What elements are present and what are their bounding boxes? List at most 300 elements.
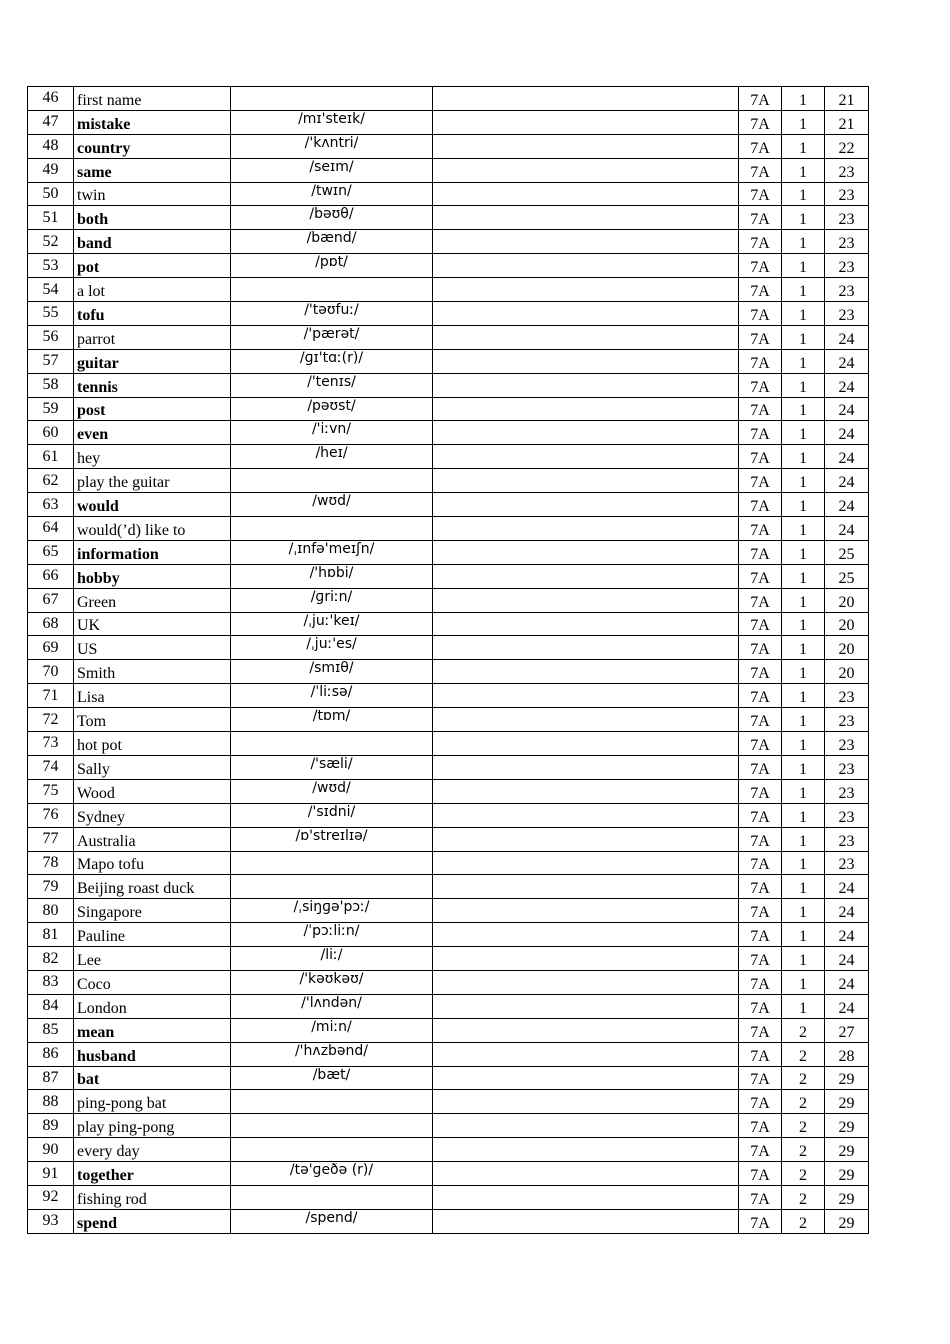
unit-cell: 1 — [782, 899, 825, 923]
phonetic-cell — [231, 851, 433, 875]
table-row — [28, 684, 869, 708]
phonetic-cell — [231, 469, 433, 493]
book-cell: 7A — [739, 970, 782, 994]
phonetic-cell: /ˌɪnfə'meɪʃn/ — [231, 540, 433, 564]
unit-cell: 1 — [782, 445, 825, 469]
row-number-cell: 69 — [28, 636, 74, 660]
phonetic-cell: /'pærət/ — [231, 325, 433, 349]
row-number-cell: 52 — [28, 230, 74, 254]
page-cell: 23 — [825, 803, 869, 827]
phonetic-cell: /ˈpɔːliːn/ — [231, 923, 433, 947]
row-number-cell: 46 — [28, 87, 74, 111]
blank-cell — [433, 755, 739, 779]
word-cell: mistake — [74, 110, 231, 134]
unit-cell: 1 — [782, 588, 825, 612]
table-row — [28, 517, 869, 541]
blank-cell — [433, 254, 739, 278]
blank-cell — [433, 732, 739, 756]
page-cell: 24 — [825, 325, 869, 349]
phonetic-cell: /ˌjuː'es/ — [231, 636, 433, 660]
word-cell: hobby — [74, 564, 231, 588]
row-number-cell: 49 — [28, 158, 74, 182]
book-cell: 7A — [739, 134, 782, 158]
page-cell: 20 — [825, 660, 869, 684]
blank-cell — [433, 851, 739, 875]
book-cell: 7A — [739, 325, 782, 349]
row-number-cell: 82 — [28, 947, 74, 971]
row-number-cell: 70 — [28, 660, 74, 684]
blank-cell — [433, 684, 739, 708]
unit-cell: 1 — [782, 540, 825, 564]
row-number-cell: 72 — [28, 708, 74, 732]
blank-cell — [433, 1114, 739, 1138]
unit-cell: 1 — [782, 182, 825, 206]
book-cell: 7A — [739, 540, 782, 564]
word-cell: post — [74, 397, 231, 421]
book-cell: 7A — [739, 612, 782, 636]
row-number-cell: 64 — [28, 517, 74, 541]
unit-cell: 1 — [782, 970, 825, 994]
row-number-cell: 73 — [28, 732, 74, 756]
table-row — [28, 660, 869, 684]
blank-cell — [433, 994, 739, 1018]
word-cell: ping-pong bat — [74, 1090, 231, 1114]
page-cell: 24 — [825, 947, 869, 971]
unit-cell: 1 — [782, 851, 825, 875]
blank-cell — [433, 206, 739, 230]
page-cell: 21 — [825, 87, 869, 111]
phonetic-cell: /miːn/ — [231, 1018, 433, 1042]
blank-cell — [433, 588, 739, 612]
unit-cell: 1 — [782, 779, 825, 803]
word-cell: US — [74, 636, 231, 660]
row-number-cell: 59 — [28, 397, 74, 421]
phonetic-cell: /'sæli/ — [231, 755, 433, 779]
blank-cell — [433, 1090, 739, 1114]
page-cell: 23 — [825, 206, 869, 230]
unit-cell: 1 — [782, 373, 825, 397]
blank-cell — [433, 1066, 739, 1090]
row-number-cell: 63 — [28, 493, 74, 517]
book-cell: 7A — [739, 588, 782, 612]
row-number-cell: 51 — [28, 206, 74, 230]
phonetic-cell: /wʊd/ — [231, 779, 433, 803]
book-cell: 7A — [739, 1042, 782, 1066]
row-number-cell: 90 — [28, 1138, 74, 1162]
page-cell: 23 — [825, 851, 869, 875]
phonetic-cell: /'lʌndən/ — [231, 994, 433, 1018]
row-number-cell: 93 — [28, 1209, 74, 1233]
blank-cell — [433, 325, 739, 349]
book-cell: 7A — [739, 1018, 782, 1042]
book-cell: 7A — [739, 923, 782, 947]
table-row — [28, 493, 869, 517]
word-cell: play ping-pong — [74, 1114, 231, 1138]
row-number-cell: 60 — [28, 421, 74, 445]
page-cell: 25 — [825, 564, 869, 588]
book-cell: 7A — [739, 373, 782, 397]
vocabulary-table — [27, 86, 869, 1234]
page-cell: 23 — [825, 755, 869, 779]
table-row — [28, 278, 869, 302]
word-cell: information — [74, 540, 231, 564]
phonetic-cell: /ɡɪ'tɑː(r)/ — [231, 349, 433, 373]
book-cell: 7A — [739, 779, 782, 803]
word-cell: Sydney — [74, 803, 231, 827]
page-cell: 24 — [825, 421, 869, 445]
row-number-cell: 83 — [28, 970, 74, 994]
blank-cell — [433, 493, 739, 517]
unit-cell: 1 — [782, 923, 825, 947]
unit-cell: 1 — [782, 206, 825, 230]
phonetic-cell: /wʊd/ — [231, 493, 433, 517]
page-cell: 29 — [825, 1090, 869, 1114]
book-cell: 7A — [739, 1162, 782, 1186]
phonetic-cell: /liː/ — [231, 947, 433, 971]
unit-cell: 1 — [782, 708, 825, 732]
page-cell: 23 — [825, 158, 869, 182]
row-number-cell: 79 — [28, 875, 74, 899]
page-cell: 24 — [825, 994, 869, 1018]
table-row — [28, 851, 869, 875]
row-number-cell: 50 — [28, 182, 74, 206]
row-number-cell: 68 — [28, 612, 74, 636]
table-row — [28, 254, 869, 278]
book-cell: 7A — [739, 1090, 782, 1114]
book-cell: 7A — [739, 110, 782, 134]
blank-cell — [433, 373, 739, 397]
book-cell: 7A — [739, 469, 782, 493]
word-cell: spend — [74, 1209, 231, 1233]
book-cell: 7A — [739, 636, 782, 660]
table-row — [28, 349, 869, 373]
phonetic-cell: /ɒ'streɪlɪə/ — [231, 827, 433, 851]
book-cell: 7A — [739, 445, 782, 469]
unit-cell: 2 — [782, 1114, 825, 1138]
table-row — [28, 182, 869, 206]
unit-cell: 1 — [782, 660, 825, 684]
phonetic-cell: /tɒm/ — [231, 708, 433, 732]
phonetic-cell: /pəʊst/ — [231, 397, 433, 421]
word-cell: together — [74, 1162, 231, 1186]
row-number-cell: 91 — [28, 1162, 74, 1186]
table-row — [28, 1185, 869, 1209]
page-cell: 29 — [825, 1209, 869, 1233]
unit-cell: 1 — [782, 875, 825, 899]
word-cell: Pauline — [74, 923, 231, 947]
phonetic-cell: /ˌsiŋɡə'pɔː/ — [231, 899, 433, 923]
row-number-cell: 78 — [28, 851, 74, 875]
blank-cell — [433, 230, 739, 254]
blank-cell — [433, 134, 739, 158]
table-row — [28, 397, 869, 421]
phonetic-cell — [231, 1114, 433, 1138]
word-cell: even — [74, 421, 231, 445]
book-cell: 7A — [739, 564, 782, 588]
unit-cell: 1 — [782, 110, 825, 134]
phonetic-cell: /seɪm/ — [231, 158, 433, 182]
phonetic-cell — [231, 1138, 433, 1162]
book-cell: 7A — [739, 1138, 782, 1162]
word-cell: Beijing roast duck — [74, 875, 231, 899]
page-cell: 29 — [825, 1162, 869, 1186]
word-cell: play the guitar — [74, 469, 231, 493]
word-cell: would — [74, 493, 231, 517]
phonetic-cell: /'hʌzbənd/ — [231, 1042, 433, 1066]
word-cell: bat — [74, 1066, 231, 1090]
phonetic-cell — [231, 732, 433, 756]
table-row — [28, 325, 869, 349]
page-cell: 23 — [825, 732, 869, 756]
word-cell: Lisa — [74, 684, 231, 708]
word-cell: Smith — [74, 660, 231, 684]
row-number-cell: 75 — [28, 779, 74, 803]
page-cell: 23 — [825, 302, 869, 326]
table-row — [28, 302, 869, 326]
word-cell: fishing rod — [74, 1185, 231, 1209]
row-number-cell: 57 — [28, 349, 74, 373]
row-number-cell: 62 — [28, 469, 74, 493]
book-cell: 7A — [739, 397, 782, 421]
table-row — [28, 732, 869, 756]
row-number-cell: 67 — [28, 588, 74, 612]
table-row — [28, 1018, 869, 1042]
page-cell: 23 — [825, 254, 869, 278]
page-cell: 24 — [825, 923, 869, 947]
book-cell: 7A — [739, 994, 782, 1018]
table-row — [28, 206, 869, 230]
word-cell: mean — [74, 1018, 231, 1042]
row-number-cell: 89 — [28, 1114, 74, 1138]
book-cell: 7A — [739, 1114, 782, 1138]
book-cell: 7A — [739, 87, 782, 111]
word-cell: Singapore — [74, 899, 231, 923]
table-row — [28, 970, 869, 994]
page-cell: 29 — [825, 1066, 869, 1090]
phonetic-cell: /'hɒbi/ — [231, 564, 433, 588]
page-cell: 20 — [825, 588, 869, 612]
phonetic-cell — [231, 87, 433, 111]
word-cell: both — [74, 206, 231, 230]
table-row — [28, 994, 869, 1018]
word-cell: pot — [74, 254, 231, 278]
word-cell: band — [74, 230, 231, 254]
word-cell: tofu — [74, 302, 231, 326]
word-cell: UK — [74, 612, 231, 636]
unit-cell: 1 — [782, 732, 825, 756]
book-cell: 7A — [739, 182, 782, 206]
phonetic-cell: /spend/ — [231, 1209, 433, 1233]
book-cell: 7A — [739, 875, 782, 899]
phonetic-cell: /'iːvn/ — [231, 421, 433, 445]
table-row — [28, 564, 869, 588]
page-cell: 20 — [825, 612, 869, 636]
unit-cell: 1 — [782, 230, 825, 254]
word-cell: Coco — [74, 970, 231, 994]
book-cell: 7A — [739, 517, 782, 541]
table-row — [28, 1090, 869, 1114]
blank-cell — [433, 1185, 739, 1209]
blank-cell — [433, 278, 739, 302]
page-cell: 24 — [825, 875, 869, 899]
table-row — [28, 230, 869, 254]
page-cell: 24 — [825, 469, 869, 493]
table-row — [28, 134, 869, 158]
book-cell: 7A — [739, 1209, 782, 1233]
blank-cell — [433, 540, 739, 564]
word-cell: Tom — [74, 708, 231, 732]
unit-cell: 1 — [782, 302, 825, 326]
page-cell: 29 — [825, 1138, 869, 1162]
row-number-cell: 71 — [28, 684, 74, 708]
row-number-cell: 55 — [28, 302, 74, 326]
phonetic-cell: /smɪθ/ — [231, 660, 433, 684]
word-cell: every day — [74, 1138, 231, 1162]
page-cell: 23 — [825, 182, 869, 206]
blank-cell — [433, 87, 739, 111]
table-row — [28, 469, 869, 493]
unit-cell: 1 — [782, 469, 825, 493]
row-number-cell: 66 — [28, 564, 74, 588]
page-cell: 20 — [825, 636, 869, 660]
unit-cell: 1 — [782, 636, 825, 660]
word-cell: a lot — [74, 278, 231, 302]
word-cell: twin — [74, 182, 231, 206]
phonetic-cell: /bæt/ — [231, 1066, 433, 1090]
unit-cell: 1 — [782, 947, 825, 971]
page-cell: 24 — [825, 970, 869, 994]
unit-cell: 2 — [782, 1185, 825, 1209]
row-number-cell: 92 — [28, 1185, 74, 1209]
phonetic-cell: /'təʊfuː/ — [231, 302, 433, 326]
unit-cell: 1 — [782, 827, 825, 851]
word-cell: would(’d) like to — [74, 517, 231, 541]
table-row — [28, 1162, 869, 1186]
table-row — [28, 373, 869, 397]
row-number-cell: 80 — [28, 899, 74, 923]
page-cell: 25 — [825, 540, 869, 564]
book-cell: 7A — [739, 899, 782, 923]
word-cell: country — [74, 134, 231, 158]
phonetic-cell: /heɪ/ — [231, 445, 433, 469]
phonetic-cell — [231, 1185, 433, 1209]
blank-cell — [433, 158, 739, 182]
unit-cell: 1 — [782, 564, 825, 588]
phonetic-cell: /ˌjuː'keɪ/ — [231, 612, 433, 636]
unit-cell: 1 — [782, 134, 825, 158]
blank-cell — [433, 636, 739, 660]
table-row — [28, 1114, 869, 1138]
row-number-cell: 56 — [28, 325, 74, 349]
row-number-cell: 53 — [28, 254, 74, 278]
unit-cell: 1 — [782, 755, 825, 779]
row-number-cell: 61 — [28, 445, 74, 469]
unit-cell: 2 — [782, 1162, 825, 1186]
page-cell: 23 — [825, 827, 869, 851]
table-row — [28, 588, 869, 612]
table-row — [28, 947, 869, 971]
blank-cell — [433, 182, 739, 206]
row-number-cell: 76 — [28, 803, 74, 827]
unit-cell: 1 — [782, 493, 825, 517]
book-cell: 7A — [739, 827, 782, 851]
page-cell: 21 — [825, 110, 869, 134]
row-number-cell: 54 — [28, 278, 74, 302]
phonetic-cell: /pɒt/ — [231, 254, 433, 278]
row-number-cell: 74 — [28, 755, 74, 779]
blank-cell — [433, 445, 739, 469]
unit-cell: 1 — [782, 397, 825, 421]
phonetic-cell: /mɪ'steɪk/ — [231, 110, 433, 134]
phonetic-cell: /ɡriːn/ — [231, 588, 433, 612]
table-row — [28, 612, 869, 636]
table-row — [28, 636, 869, 660]
page-cell: 29 — [825, 1185, 869, 1209]
table-row — [28, 1138, 869, 1162]
blank-cell — [433, 421, 739, 445]
page-cell: 23 — [825, 708, 869, 732]
row-number-cell: 58 — [28, 373, 74, 397]
blank-cell — [433, 564, 739, 588]
blank-cell — [433, 970, 739, 994]
page-cell: 24 — [825, 517, 869, 541]
word-cell: hey — [74, 445, 231, 469]
row-number-cell: 81 — [28, 923, 74, 947]
word-cell: Lee — [74, 947, 231, 971]
table-row — [28, 899, 869, 923]
page-cell: 23 — [825, 230, 869, 254]
table-row — [28, 827, 869, 851]
row-number-cell: 86 — [28, 1042, 74, 1066]
phonetic-cell: /bəʊθ/ — [231, 206, 433, 230]
blank-cell — [433, 612, 739, 636]
word-cell: London — [74, 994, 231, 1018]
blank-cell — [433, 1018, 739, 1042]
blank-cell — [433, 302, 739, 326]
page-cell: 28 — [825, 1042, 869, 1066]
word-cell: Mapo tofu — [74, 851, 231, 875]
book-cell: 7A — [739, 732, 782, 756]
blank-cell — [433, 660, 739, 684]
blank-cell — [433, 827, 739, 851]
blank-cell — [433, 349, 739, 373]
book-cell: 7A — [739, 803, 782, 827]
row-number-cell: 88 — [28, 1090, 74, 1114]
row-number-cell: 77 — [28, 827, 74, 851]
book-cell: 7A — [739, 421, 782, 445]
blank-cell — [433, 1042, 739, 1066]
row-number-cell: 65 — [28, 540, 74, 564]
blank-cell — [433, 517, 739, 541]
book-cell: 7A — [739, 493, 782, 517]
table-row — [28, 87, 869, 111]
table-row — [28, 110, 869, 134]
blank-cell — [433, 779, 739, 803]
table-row — [28, 1042, 869, 1066]
table-row — [28, 875, 869, 899]
word-cell: Wood — [74, 779, 231, 803]
page-cell: 23 — [825, 278, 869, 302]
row-number-cell: 87 — [28, 1066, 74, 1090]
phonetic-cell — [231, 278, 433, 302]
word-cell: hot pot — [74, 732, 231, 756]
phonetic-cell: /ˈliːsə/ — [231, 684, 433, 708]
phonetic-cell: /'kʌntri/ — [231, 134, 433, 158]
book-cell: 7A — [739, 278, 782, 302]
page-cell: 27 — [825, 1018, 869, 1042]
table-row — [28, 1066, 869, 1090]
unit-cell: 1 — [782, 87, 825, 111]
